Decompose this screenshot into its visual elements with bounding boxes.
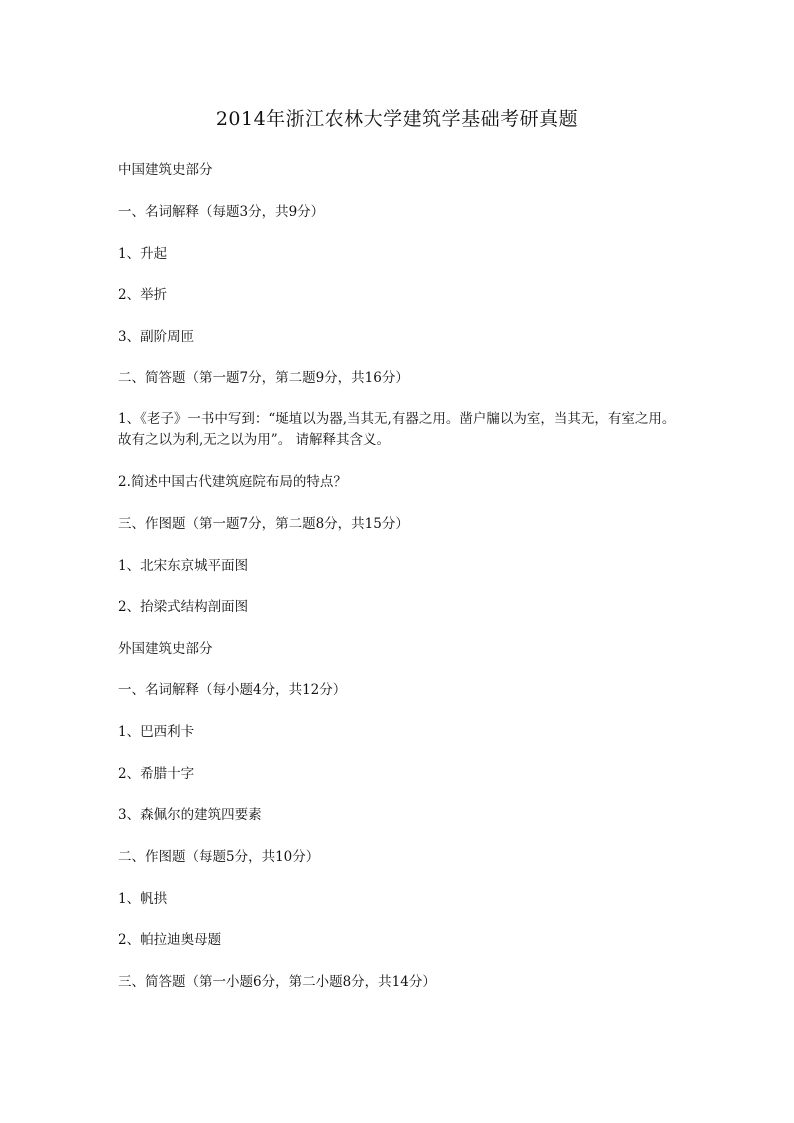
question-heading: 一、名词解释（每题3分，共9分） [118,204,325,220]
question-heading: 三、作图题（第一题7分，第二题8分，共15分） [118,516,409,532]
question-heading: 二、简答题（第一题7分，第二题9分，共16分） [118,370,409,386]
question-item: 2、希腊十字 [118,766,195,782]
question-item: 2、举折 [118,287,168,303]
question-item: 1、《老子》一书中写到：“埏埴以为器,当其无,有器之用。凿户牖以为室，当其无，有室之用。故有之以为利,无之以为用”。 请解释其含义。 [118,411,676,448]
question-item: 1、北宋东京城平面图 [118,558,249,574]
document-title: 2014年浙江农林大学建筑学基础考研真题 [215,108,579,130]
question-item: 3、副阶周匝 [118,329,195,345]
question-item: 2.简述中国古代建筑庭院布局的特点？ [118,474,347,490]
question-item: 1、帆拱 [118,891,168,907]
question-heading: 一、名词解释（每小题4分，共12分） [118,682,347,698]
question-item: 3、森佩尔的建筑四要素 [118,807,262,823]
section-heading-chinese-history: 中国建筑史部分 [118,162,213,178]
question-item: 2、帕拉迪奥母题 [118,932,222,948]
question-item: 2、抬梁式结构剖面图 [118,599,249,615]
question-heading: 二、作图题（每题5分，共10分） [118,849,320,865]
question-item: 1、巴西利卡 [118,724,195,740]
question-item: 1、升起 [118,246,168,262]
question-heading: 三、简答题（第一小题6分，第二小题8分，共14分） [118,974,436,990]
section-heading-foreign-history: 外国建筑史部分 [118,641,213,657]
